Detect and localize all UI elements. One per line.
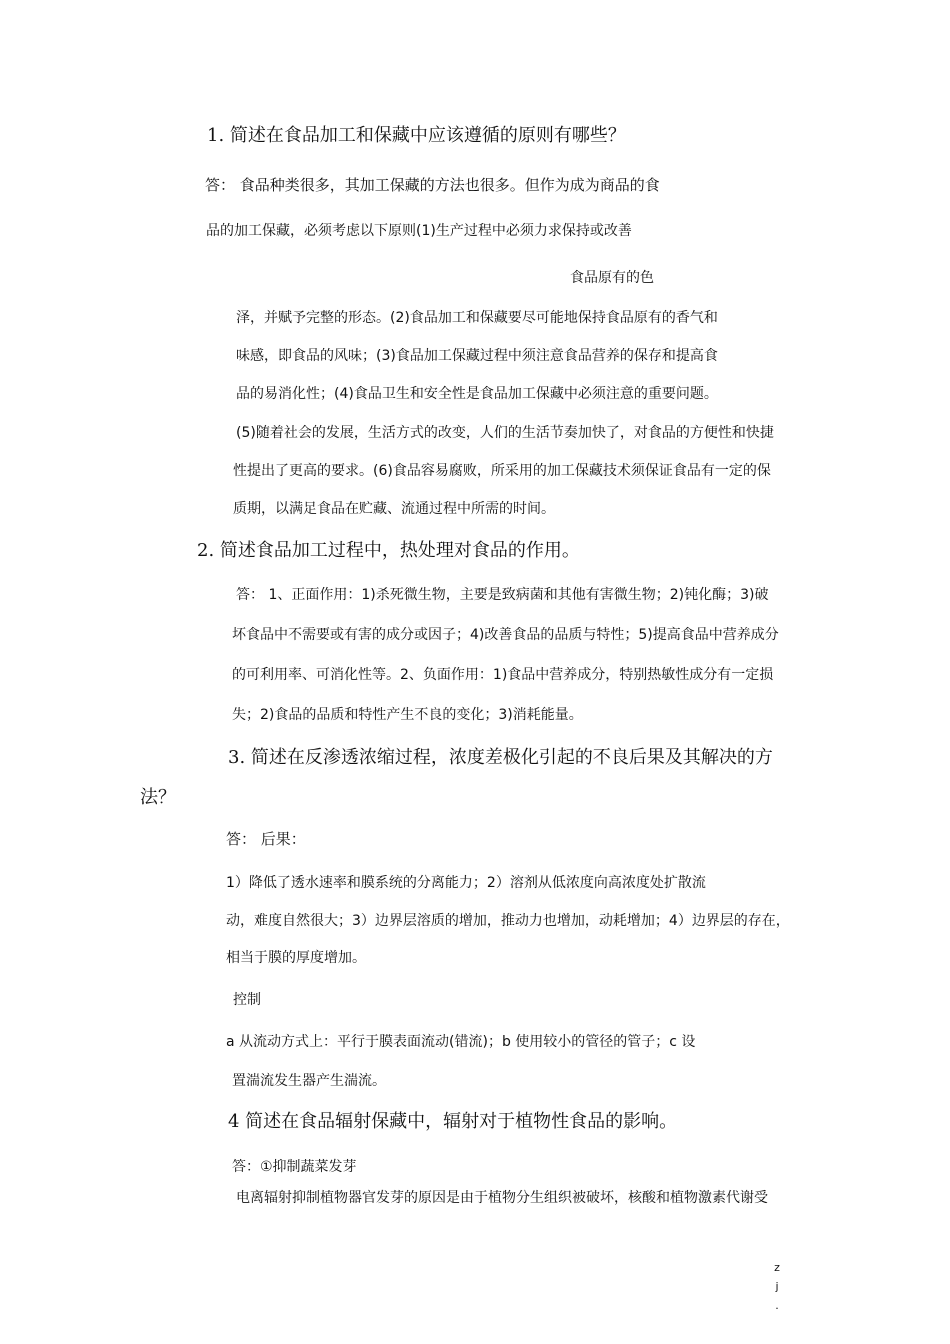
question-1-answer-line: 品的易消化性；(4)食品卫生和安全性是食品加工保藏中必须注意的重要问题。 xyxy=(236,386,718,402)
question-1-answer-line: 性提出了更高的要求。(6)食品容易腐败，所采用的加工保藏技术须保证食品有一定的保 xyxy=(233,463,771,479)
question-1-answer-line: 泽，并赋予完整的形态。(2)食品加工和保藏要尽可能地保持食品原有的香气和 xyxy=(236,310,718,326)
question-2-answer-line: 答： 1、正面作用：1)杀死微生物，主要是致病菌和其他有害微生物；2)钝化酶；3)破 xyxy=(236,587,769,603)
question-3-title: 3. 简述在反渗透浓缩过程，浓度差极化引起的不良后果及其解决的方 xyxy=(228,747,773,768)
question-3-answer-line: 动，难度自然很大；3）边界层溶质的增加，推动力也增加，动耗增加；4）边界层的存在， xyxy=(226,913,790,929)
question-3-answer-line: a 从流动方式上：平行于膜表面流动(错流)；b 使用较小的管径的管子；c 设 xyxy=(226,1034,696,1050)
question-4-answer-line: 答：①抑制蔬菜发芽 xyxy=(232,1159,357,1175)
question-1-answer-line: 答： 食品种类很多，其加工保藏的方法也很多。但作为成为商品的食 xyxy=(205,176,660,194)
question-3-answer-line: 置湍流发生器产生湍流。 xyxy=(232,1073,386,1089)
question-1-answer-line: (5)随着社会的发展，生活方式的改变，人们的生活节奏加快了，对食品的方便性和快捷 xyxy=(236,425,774,441)
question-2-answer-line: 坏食品中不需要或有害的成分或因子；4)改善食品的品质与特性；5)提高食品中营养成分 xyxy=(232,627,779,643)
question-2-title: 2. 简述食品加工过程中，热处理对食品的作用。 xyxy=(197,540,580,561)
footer-mark-char: z xyxy=(774,1261,780,1274)
question-3-answer-head: 答： 后果： xyxy=(226,830,306,848)
question-2-answer-line: 失；2)食品的品质和特性产生不良的变化；3)消耗能量。 xyxy=(232,707,583,723)
question-4-title: 4 简述在食品辐射保藏中，辐射对于植物性食品的影响。 xyxy=(228,1111,678,1132)
question-1-answer-line: 质期，以满足食品在贮藏、流通过程中所需的时间。 xyxy=(233,501,555,517)
question-1-answer-line: 味感，即食品的风味；(3)食品加工保藏过程中须注意食品营养的保存和提高食 xyxy=(236,348,718,364)
question-3-title-continued: 法？ xyxy=(140,787,176,808)
question-3-answer-line: 1）降低了透水速率和膜系统的分离能力；2）溶剂从低浓度向高浓度处扩散流 xyxy=(226,875,706,891)
question-3-control-label: 控制 xyxy=(233,992,261,1008)
question-1-answer-line: 品的加工保藏，必须考虑以下原则(1)生产过程中必须力求保持或改善 xyxy=(206,223,632,239)
question-2-answer-line: 的可利用率、可消化性等。2、负面作用：1)食品中营养成分，特别热敏性成分有一定损 xyxy=(232,667,774,683)
question-4-answer-line: 电离辐射抑制植物器官发芽的原因是由于植物分生组织被破坏，核酸和植物激素代谢受 xyxy=(236,1190,768,1206)
question-3-answer-line: 相当于膜的厚度增加。 xyxy=(226,950,366,966)
footer-mark xyxy=(772,1258,782,1315)
footer-mark-char: j xyxy=(775,1280,779,1293)
question-1-title: 1. 简述在食品加工和保藏中应该遵循的原则有哪些？ xyxy=(207,125,626,146)
footer-mark-char: . xyxy=(775,1299,779,1312)
question-1-answer-line: 食品原有的色 xyxy=(570,270,654,286)
